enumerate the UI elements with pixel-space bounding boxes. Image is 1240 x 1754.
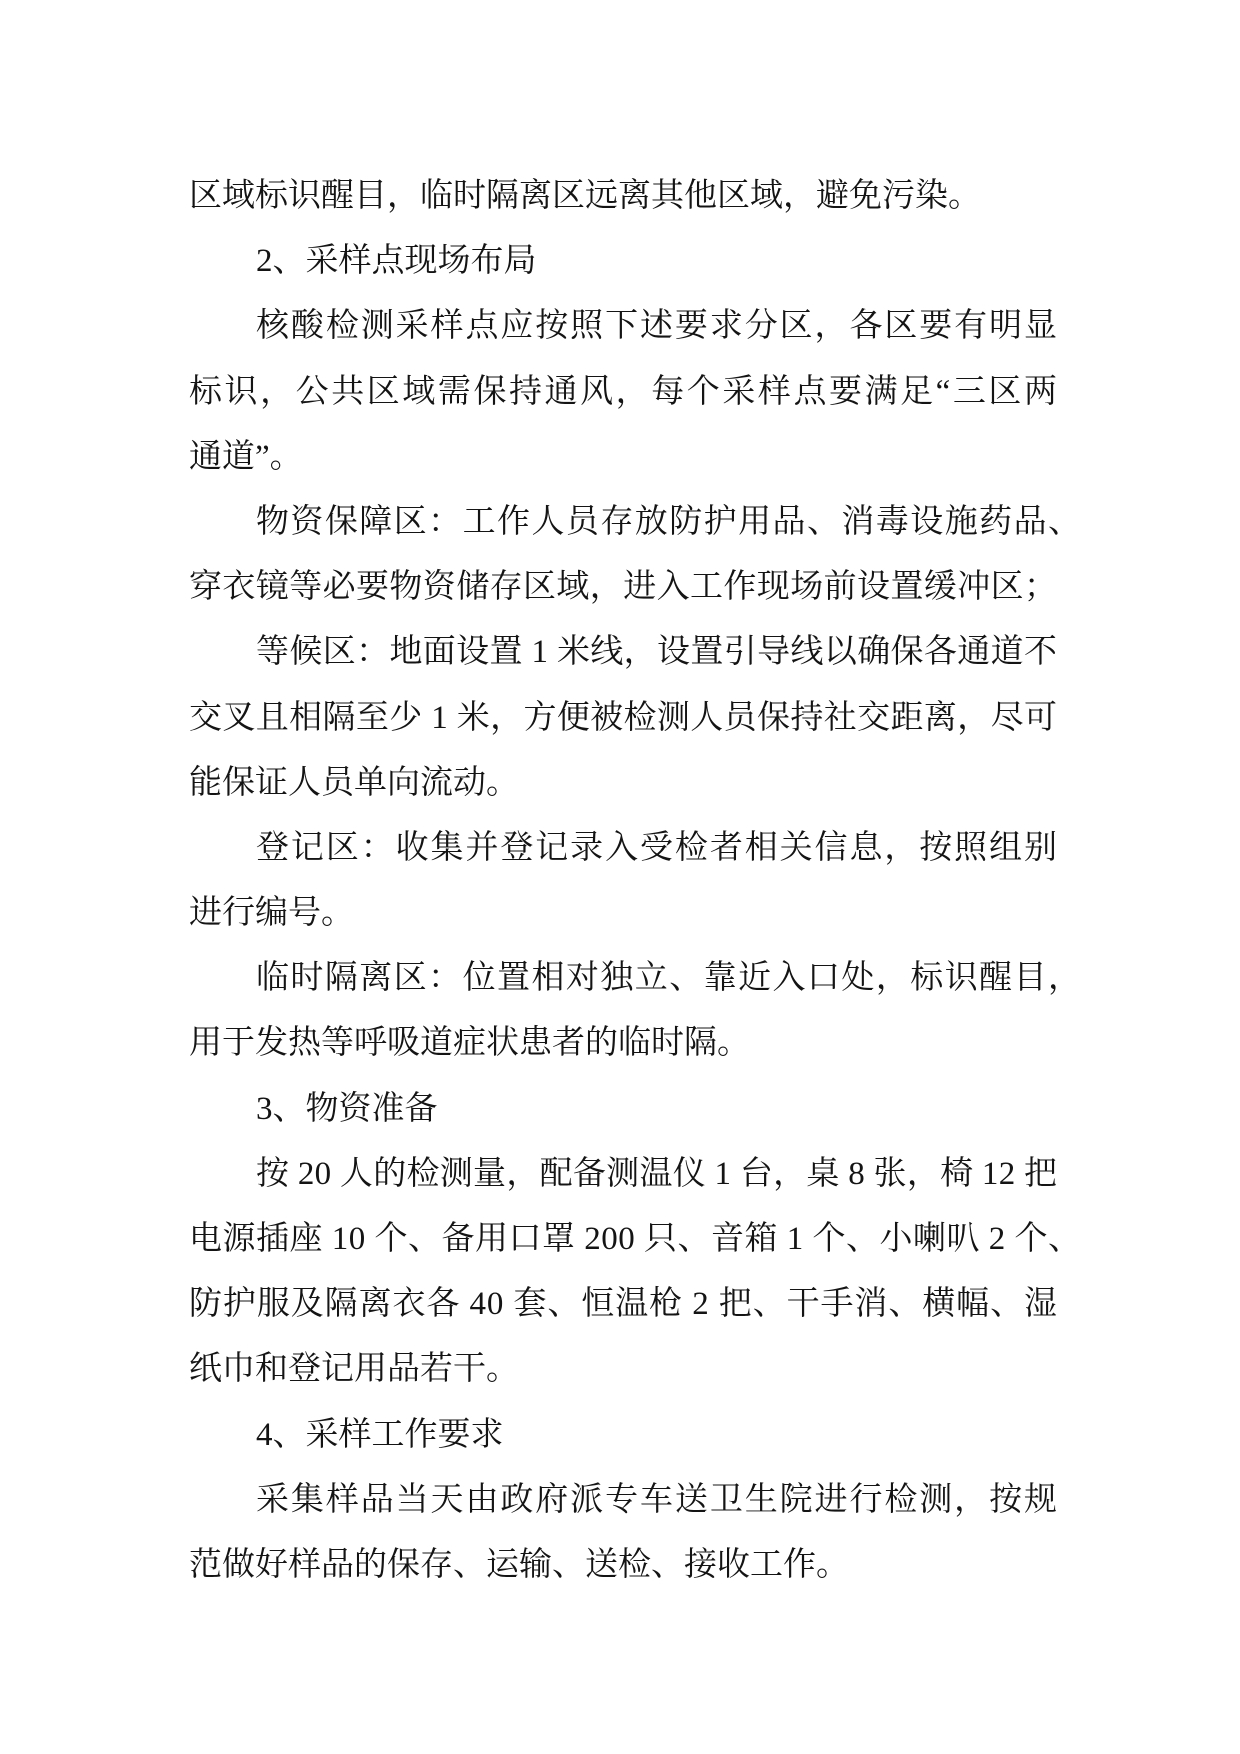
paragraph bbox=[189, 490, 1089, 620]
paragraph-line: 核酸检测采样点应按照下述要求分区，各区要有明显 bbox=[256, 308, 1059, 345]
paragraph-line: 按 20 人的检测量，配备测温仪 1 台，桌 8 张，椅 12 把 bbox=[256, 1155, 1058, 1192]
paragraph-line: 能保证人员单向流动。 bbox=[189, 764, 519, 801]
paragraph bbox=[189, 620, 1089, 816]
section-heading-block bbox=[189, 229, 1089, 294]
paragraph bbox=[189, 164, 1089, 229]
section-heading: 2、采样点现场布局 bbox=[256, 243, 537, 280]
paragraph-line: 采集样品当天由政府派专车送卫生院进行检测，按规 bbox=[256, 1481, 1059, 1518]
paragraph-line: 等候区：地面设置 1 米线，设置引导线以确保各通道不 bbox=[256, 634, 1058, 671]
paragraph-line: 物资保障区：工作人员存放防护用品、消毒设施药品、 bbox=[256, 503, 1083, 540]
paragraph-line: 交叉且相隔至少 1 米，方便被检测人员保持社交距离，尽可 bbox=[189, 699, 1058, 736]
paragraph bbox=[189, 1142, 1089, 1403]
paragraph-line: 进行编号。 bbox=[189, 895, 354, 932]
paragraph-line: 临时隔离区：位置相对独立、靠近入口处，标识醒目， bbox=[256, 960, 1083, 997]
paragraph bbox=[189, 816, 1089, 946]
paragraph bbox=[189, 1468, 1089, 1598]
paragraph-line: 标识，公共区域需保持通风，每个采样点要满足“三区两 bbox=[189, 373, 1060, 410]
paragraph-line: 通道”。 bbox=[189, 438, 303, 475]
paragraph-line: 电源插座 10 个、备用口罩 200 只、音箱 1 个、小喇叭 2 个、 bbox=[189, 1221, 1082, 1257]
paragraph-line: 用于发热等呼吸道症状患者的临时隔。 bbox=[189, 1025, 750, 1062]
paragraph-line: 登记区：收集并登记录入受检者相关信息，按照组别 bbox=[256, 829, 1059, 866]
paragraph-line: 区域标识醒目，临时隔离区远离其他区域，避免污染。 bbox=[189, 178, 981, 214]
section-heading-block bbox=[189, 1077, 1089, 1142]
section-heading: 3、物资准备 bbox=[256, 1090, 438, 1127]
section-heading-block bbox=[189, 1403, 1089, 1468]
paragraph bbox=[189, 294, 1089, 490]
document-body bbox=[189, 164, 1089, 1598]
paragraph bbox=[189, 946, 1089, 1076]
paragraph-line: 范做好样品的保存、运输、送检、接收工作。 bbox=[189, 1546, 849, 1583]
paragraph-line: 防护服及隔离衣各 40 套、恒温枪 2 把、干手消、横幅、湿 bbox=[189, 1286, 1058, 1323]
paragraph-line: 纸巾和登记用品若干。 bbox=[189, 1351, 519, 1388]
paragraph-line: 穿衣镜等必要物资储存区域，进入工作现场前设置缓冲区； bbox=[189, 569, 1058, 606]
section-heading: 4、采样工作要求 bbox=[256, 1416, 504, 1453]
